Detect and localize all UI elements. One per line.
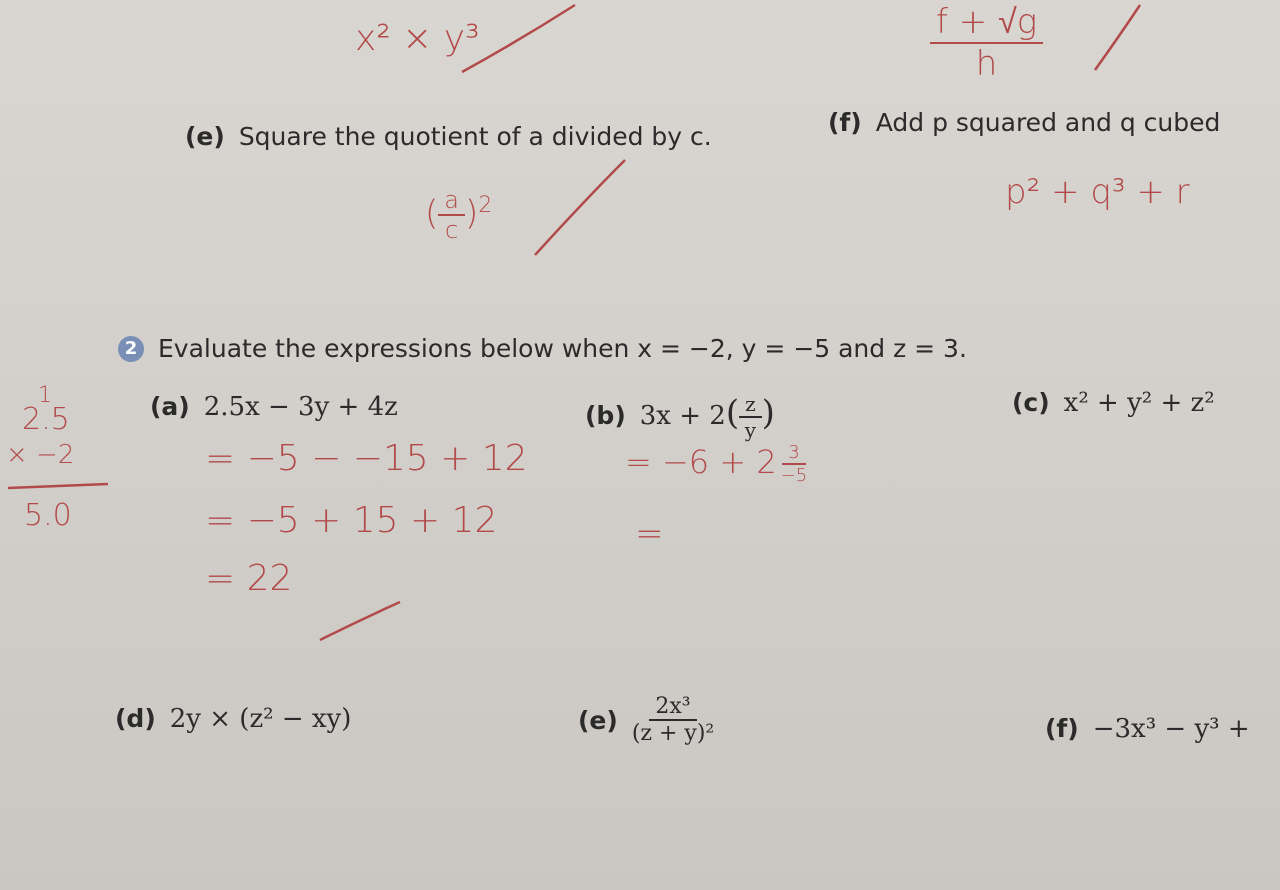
tick-mark-top-left [462,5,575,72]
answer-e-denominator: c [445,216,459,244]
question-number-badge: 2 [118,336,144,362]
top-left-handwriting: x² × y³ [355,18,480,59]
side-calc-line [8,484,108,488]
work-b-text: = −6 + 2 [625,443,777,481]
work-b-line-2: = [635,514,664,554]
question-e-label: (e) [185,122,225,151]
question-f-label: (f) [828,108,862,137]
part-d-label: (d) [115,704,156,733]
part-e-frac-den: (z + y)² [631,721,715,746]
part-b-frac-den: y [744,418,756,442]
side-calc-line1: 2.5 [22,402,70,437]
work-a-line-1: = −5 − −15 + 12 [205,438,528,479]
part-f-expression: −3x³ − y³ + [1092,714,1250,744]
work-a-line-3: = 22 [205,558,293,599]
part-c-expression: x² + y² + z² [1063,388,1215,418]
answer-e-exponent: 2 [478,193,493,219]
tick-mark-part-a [320,602,400,640]
part-e-frac-num: 2x³ [649,694,696,721]
question-f-text: Add p squared and q cubed [875,108,1221,137]
work-b-frac-den: −5 [780,465,808,486]
part-c-label: (c) [1012,388,1050,417]
work-b-frac-num: 3 [782,442,805,465]
part-e-label: (e) [578,705,618,735]
part-f-label: (f) [1045,714,1079,743]
side-calc-result: 5.0 [24,498,72,533]
tick-mark-top-right [1095,5,1140,70]
part-b-expression: 3x + 2 [639,401,726,431]
part-b: (b) 3x + 2( $\frac{z}{y}$ ) [585,392,775,442]
part-d-expression: 2y × (z² − xy) [169,704,352,734]
answer-f: p² + q³ + r [1005,172,1190,212]
question-e-text: Square the quotient of a divided by c. [238,122,712,151]
side-calc-line2: × −2 [6,440,75,470]
answer-e-numerator: a [438,186,465,216]
fraction-numerator: f + √g [930,2,1043,44]
question-2-text: Evaluate the expressions below when x = −2, y = −5 and z = 3. [158,334,967,363]
work-a-line-2: = −5 + 15 + 12 [205,500,498,541]
part-a-expression: 2.5x − 3y + 4z [203,392,398,422]
tick-mark-answer-e [535,160,625,255]
side-calc-carry: 1 [38,383,52,408]
fraction-denominator: h [975,44,998,84]
part-b-label: (b) [585,401,626,430]
answer-e: ( $\frac{a}{c}$ )$^2$ [425,186,493,244]
part-a-label: (a) [150,392,190,421]
part-b-frac-num: z [739,392,762,418]
